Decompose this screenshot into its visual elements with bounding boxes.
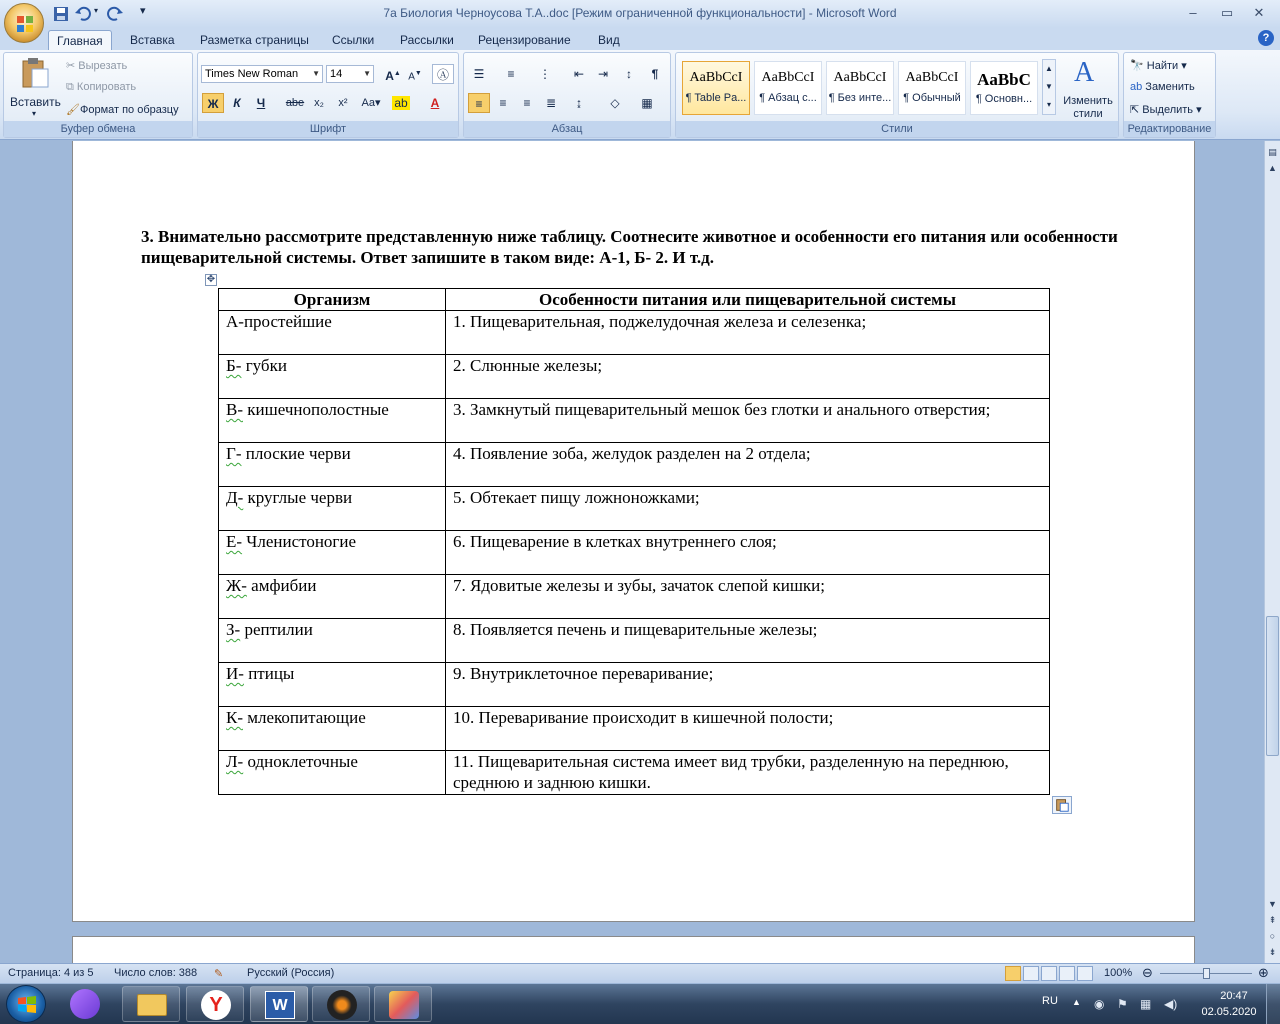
paste-icon bbox=[20, 57, 50, 89]
organism-name: плоские черви bbox=[241, 444, 351, 463]
feature-cell[interactable]: 5. Обтекает пищу ложноножками; bbox=[446, 487, 1050, 531]
tab-review[interactable]: Рецензирование bbox=[478, 33, 571, 47]
organism-letter: В- bbox=[226, 400, 243, 419]
taskbar-word[interactable] bbox=[250, 986, 308, 1022]
copy-icon: ⧉ bbox=[66, 81, 77, 93]
italic-button[interactable]: К bbox=[233, 96, 241, 110]
title-bar bbox=[0, 0, 1280, 28]
align-right-icon[interactable]: ≡ bbox=[523, 96, 531, 110]
paste-button[interactable]: Вставить ▾ bbox=[8, 57, 62, 119]
find-button[interactable]: 🔭 Найти ▾ bbox=[1130, 60, 1187, 72]
customize-qat-icon[interactable]: ▾ bbox=[140, 5, 146, 17]
copy-button[interactable]: ⧉ Копировать bbox=[66, 81, 137, 93]
sort-icon[interactable]: ↕ bbox=[626, 67, 632, 81]
borders-icon[interactable]: ▦ bbox=[641, 96, 653, 110]
organism-cell[interactable] bbox=[219, 663, 446, 707]
word-count[interactable]: Число слов: 388 bbox=[114, 967, 198, 979]
organism-letter: И- bbox=[226, 664, 244, 683]
format-painter-button[interactable]: 🖌Формат по образцу bbox=[66, 104, 179, 116]
change-case-button[interactable]: Aa▾ bbox=[361, 97, 381, 109]
next-page[interactable] bbox=[72, 936, 1195, 963]
organism-name: круглые черви bbox=[243, 488, 353, 507]
organism-letter: Ж- bbox=[226, 576, 247, 595]
minimize-button[interactable]: – bbox=[1189, 5, 1197, 20]
organism-cell[interactable] bbox=[219, 355, 446, 399]
superscript-button[interactable]: x² bbox=[338, 97, 348, 109]
subscript-button[interactable]: x₂ bbox=[314, 97, 324, 109]
bullets-icon[interactable]: ☰ bbox=[473, 67, 485, 81]
tab-references[interactable]: Ссылки bbox=[332, 33, 375, 47]
style-main[interactable]: AaBbC ¶ Основн... bbox=[970, 61, 1038, 115]
header-organism: Организм bbox=[219, 289, 446, 311]
action-center-icon[interactable]: ⚑ bbox=[1117, 997, 1128, 1011]
shrink-font-button[interactable]: A▼ bbox=[408, 70, 422, 83]
organism-name: кишечнополостные bbox=[243, 400, 389, 419]
clock-date[interactable]: 02.05.2020 bbox=[1201, 1006, 1257, 1018]
feature-cell[interactable]: 7. Ядовитые железы и зубы, зачаток слепой кишки; bbox=[446, 575, 1050, 619]
organism-cell[interactable] bbox=[219, 487, 446, 531]
styles-scroll-icon[interactable]: ▲ ▼ ▾ bbox=[1042, 59, 1056, 115]
scroll-up-icon[interactable]: ▲ bbox=[1268, 163, 1277, 173]
start-button[interactable] bbox=[6, 985, 46, 1023]
scissors-icon: ✂ bbox=[66, 60, 79, 72]
taskbar-app-dark[interactable] bbox=[312, 986, 370, 1022]
app-dark-icon bbox=[327, 990, 357, 1020]
paste-options-icon[interactable] bbox=[1052, 796, 1072, 814]
show-desktop-button[interactable] bbox=[1266, 984, 1280, 1024]
replace-button[interactable]: ab Заменить bbox=[1130, 81, 1195, 93]
table-row bbox=[219, 311, 1050, 355]
clock-time[interactable]: 20:47 bbox=[1220, 990, 1248, 1002]
multilevel-list-icon[interactable]: ⋮ bbox=[539, 67, 551, 81]
organism-cell[interactable] bbox=[219, 707, 446, 751]
font-group-label: Шрифт bbox=[198, 121, 458, 137]
table-row bbox=[219, 619, 1050, 663]
status-bar bbox=[0, 963, 1280, 983]
organism-name: -простейшие bbox=[238, 312, 332, 331]
table-row bbox=[219, 663, 1050, 707]
table-row bbox=[219, 399, 1050, 443]
zoom-level[interactable]: 100% bbox=[1104, 967, 1133, 979]
scroll-thumb[interactable] bbox=[1266, 616, 1279, 756]
feature-cell[interactable]: 6. Пищеварение в клетках внутреннего слоя; bbox=[446, 531, 1050, 575]
clipboard-group bbox=[3, 52, 193, 138]
page-count[interactable]: Страница: 4 из 5 bbox=[8, 967, 94, 979]
close-button[interactable]: ✕ bbox=[1253, 5, 1265, 20]
editing-group bbox=[1123, 52, 1216, 138]
web-layout-view-icon[interactable] bbox=[1041, 966, 1057, 981]
table-row bbox=[219, 355, 1050, 399]
browse-object-icon[interactable]: ○ bbox=[1269, 931, 1276, 941]
feature-cell[interactable]: 8. Появляется печень и пищеварительные железы; bbox=[446, 619, 1050, 663]
clipboard-group-label: Буфер обмена bbox=[4, 121, 192, 137]
feature-cell[interactable]: 10. Переваривание происходит в кишечной полости; bbox=[446, 707, 1050, 751]
align-center-icon[interactable]: ≡ bbox=[499, 96, 507, 110]
numbering-icon[interactable]: ≡ bbox=[507, 67, 515, 81]
chevron-down-icon: ▼ bbox=[312, 69, 320, 78]
zoom-in-icon[interactable]: ⊕ bbox=[1258, 965, 1269, 980]
tab-page-layout[interactable]: Разметка страницы bbox=[200, 33, 309, 47]
organism-letter: Е- bbox=[226, 532, 243, 551]
organism-cell[interactable] bbox=[219, 399, 446, 443]
grow-font-button[interactable]: A▲ bbox=[385, 69, 401, 83]
highlight-icon[interactable]: ab bbox=[394, 96, 408, 110]
paste-dropdown-icon: ▾ bbox=[32, 109, 37, 118]
folder-icon bbox=[137, 994, 167, 1016]
word-icon: W bbox=[265, 991, 295, 1019]
header-features: Особенности питания или пищеварительной системы bbox=[446, 289, 1050, 311]
language-indicator[interactable]: Русский (Россия) bbox=[247, 967, 335, 979]
yandex-icon: Y bbox=[201, 990, 231, 1020]
styles-group bbox=[675, 52, 1119, 138]
zoom-slider-thumb[interactable] bbox=[1203, 968, 1210, 979]
discord-icon[interactable]: ◉ bbox=[1094, 997, 1105, 1011]
organism-name: птицы bbox=[243, 664, 295, 683]
select-button[interactable]: ⇱ Выделить ▾ bbox=[1130, 104, 1202, 116]
change-styles-button[interactable]: A Изменить стили bbox=[1063, 57, 1113, 120]
taskbar-explorer[interactable] bbox=[122, 986, 180, 1022]
taskbar-paint[interactable] bbox=[374, 986, 432, 1022]
increase-indent-icon[interactable]: ⇥ bbox=[597, 67, 609, 81]
feature-cell[interactable]: 2. Слюнные железы; bbox=[446, 355, 1050, 399]
cursor-icon: ⇱ bbox=[1130, 104, 1143, 116]
underline-button[interactable]: Ч bbox=[256, 96, 266, 110]
cut-button[interactable]: ✂ Вырезать bbox=[66, 60, 128, 72]
font-group bbox=[197, 52, 459, 138]
organism-letter: Б- bbox=[226, 356, 242, 375]
ribbon bbox=[0, 50, 1280, 140]
table-row bbox=[219, 487, 1050, 531]
tray-expand-icon[interactable]: ▲ bbox=[1072, 997, 1081, 1007]
ribbon-tabs bbox=[0, 28, 1280, 50]
scroll-down-icon[interactable]: ▼ bbox=[1268, 899, 1277, 909]
feature-cell[interactable]: 3. Замкнутый пищеварительный мешок без глотки и анального отверстия; bbox=[446, 399, 1050, 443]
proofing-icon[interactable]: ✎ bbox=[214, 968, 224, 980]
maximize-button[interactable]: ▭ bbox=[1220, 5, 1234, 20]
organism-cell[interactable] bbox=[219, 619, 446, 663]
font-name-select[interactable]: Times New Roman ▼ bbox=[201, 65, 323, 83]
table-row bbox=[219, 751, 1050, 795]
taskbar-alice[interactable] bbox=[58, 986, 116, 1022]
style-list-paragraph[interactable]: AaBbCcI ¶ Абзац с... bbox=[754, 61, 822, 115]
draft-view-icon[interactable] bbox=[1077, 966, 1093, 981]
office-button[interactable] bbox=[4, 3, 44, 43]
previous-page-icon[interactable]: ⇞ bbox=[1268, 915, 1277, 925]
document-area[interactable] bbox=[0, 141, 1264, 963]
tab-insert[interactable]: Вставка bbox=[130, 33, 175, 47]
change-styles-icon: A bbox=[1074, 57, 1095, 88]
organism-letter: Л- bbox=[226, 752, 244, 771]
organism-letter: Д- bbox=[226, 488, 244, 507]
strikethrough-button[interactable]: abe bbox=[285, 97, 305, 109]
justify-icon[interactable]: ≣ bbox=[545, 96, 557, 110]
editing-group-label: Редактирование bbox=[1124, 121, 1215, 137]
font-color-icon[interactable]: A bbox=[430, 96, 440, 110]
alice-icon bbox=[70, 989, 100, 1019]
align-left-icon[interactable]: ≡ bbox=[468, 93, 490, 113]
office-logo-icon bbox=[15, 14, 35, 34]
bold-button[interactable]: Ж bbox=[202, 93, 224, 113]
window-title: 7а Биология Черноусова Т.А..doc [Режим ограниченной функциональности] - Microsoft Word bbox=[383, 6, 897, 20]
organism-letter: А bbox=[226, 312, 239, 331]
organism-cell[interactable] bbox=[219, 443, 446, 487]
organism-name: амфибии bbox=[246, 576, 317, 595]
replace-icon: ab bbox=[1130, 81, 1146, 93]
organism-cell[interactable] bbox=[219, 575, 446, 619]
zoom-out-icon[interactable]: ⊖ bbox=[1142, 965, 1153, 980]
outline-view-icon[interactable] bbox=[1059, 966, 1075, 981]
volume-icon[interactable]: ◀) bbox=[1164, 997, 1178, 1011]
next-page-icon[interactable]: ⇟ bbox=[1268, 947, 1277, 957]
tab-mailings[interactable]: Рассылки bbox=[400, 33, 454, 47]
tray-language[interactable]: RU bbox=[1042, 995, 1058, 1007]
undo-dropdown-icon[interactable]: ▾ bbox=[94, 6, 99, 15]
document-page[interactable] bbox=[72, 141, 1195, 922]
decrease-indent-icon[interactable]: ⇤ bbox=[573, 67, 585, 81]
organism-letter: З- bbox=[226, 620, 241, 639]
table-row bbox=[219, 443, 1050, 487]
organism-cell[interactable] bbox=[219, 311, 446, 355]
feature-cell[interactable]: 1. Пищеварительная, поджелудочная железа и селезенка; bbox=[446, 311, 1050, 355]
feature-cell[interactable]: 11. Пищеварительная система имеет вид трубки, разделенную на переднюю, среднюю и заднюю кишки. bbox=[446, 751, 1050, 795]
windows-logo-icon bbox=[17, 995, 37, 1015]
styles-group-label: Стили bbox=[676, 121, 1118, 137]
organism-name: Членистоногие bbox=[242, 532, 357, 551]
chevron-down-icon: ▼ bbox=[363, 69, 371, 78]
organism-cell[interactable] bbox=[219, 751, 446, 795]
vertical-scrollbar[interactable] bbox=[1264, 141, 1280, 963]
organism-table bbox=[218, 288, 1050, 795]
table-body bbox=[219, 311, 1050, 795]
shading-icon[interactable]: ◇ bbox=[610, 96, 620, 110]
font-size-select[interactable]: 14 ▼ bbox=[326, 65, 374, 83]
feature-cell[interactable]: 4. Появление зоба, желудок разделен на 2 отдела; bbox=[446, 443, 1050, 487]
style-normal[interactable]: AaBbCcI ¶ Обычный bbox=[898, 61, 966, 115]
taskbar bbox=[0, 984, 1280, 1024]
organism-letter: Г- bbox=[226, 444, 242, 463]
question-text: 3. Внимательно рассмотрите представленную ниже таблицу. Соотнесите животное и особенности его питания или особенности пищеварительной системы. Ответ запишите в таком виде: А-1, Б- 2. И т.д. bbox=[141, 227, 1118, 267]
paint-icon bbox=[389, 991, 419, 1019]
paragraph-group-label: Абзац bbox=[464, 121, 670, 137]
full-screen-view-icon[interactable] bbox=[1023, 966, 1039, 981]
brush-icon: 🖌 bbox=[66, 104, 80, 116]
show-marks-icon[interactable]: ¶ bbox=[651, 67, 659, 81]
help-icon[interactable]: ? bbox=[1258, 30, 1274, 46]
table-row bbox=[219, 707, 1050, 751]
table-row bbox=[219, 575, 1050, 619]
organism-cell[interactable] bbox=[219, 531, 446, 575]
organism-name: губки bbox=[241, 356, 287, 375]
style-table-paragraph[interactable]: AaBbCcI ¶ Table Pa... bbox=[682, 61, 750, 115]
print-layout-view-icon[interactable] bbox=[1005, 966, 1021, 981]
organism-name: рептилии bbox=[240, 620, 313, 639]
feature-cell[interactable]: 9. Внутриклеточное переваривание; bbox=[446, 663, 1050, 707]
taskbar-yandex-browser[interactable] bbox=[186, 986, 244, 1022]
network-icon[interactable]: ▦ bbox=[1140, 997, 1152, 1011]
clear-formatting-icon[interactable]: Ⓐ bbox=[432, 64, 454, 84]
paragraph-group bbox=[463, 52, 671, 138]
tab-view[interactable]: Вид bbox=[598, 33, 620, 47]
organism-name: млекопитающие bbox=[243, 708, 366, 727]
line-spacing-icon[interactable]: ↨ bbox=[576, 96, 582, 110]
ruler-toggle-icon[interactable]: ▤ bbox=[1268, 147, 1277, 157]
organism-letter: К- bbox=[226, 708, 243, 727]
organism-name: одноклеточные bbox=[243, 752, 358, 771]
style-no-spacing[interactable]: AaBbCcI ¶ Без инте... bbox=[826, 61, 894, 115]
table-move-handle-icon[interactable]: ✥ bbox=[206, 274, 216, 285]
table-header-row bbox=[219, 289, 1050, 311]
tab-home[interactable]: Главная bbox=[48, 30, 112, 50]
binoculars-icon: 🔭 bbox=[1130, 60, 1147, 72]
table-row bbox=[219, 531, 1050, 575]
